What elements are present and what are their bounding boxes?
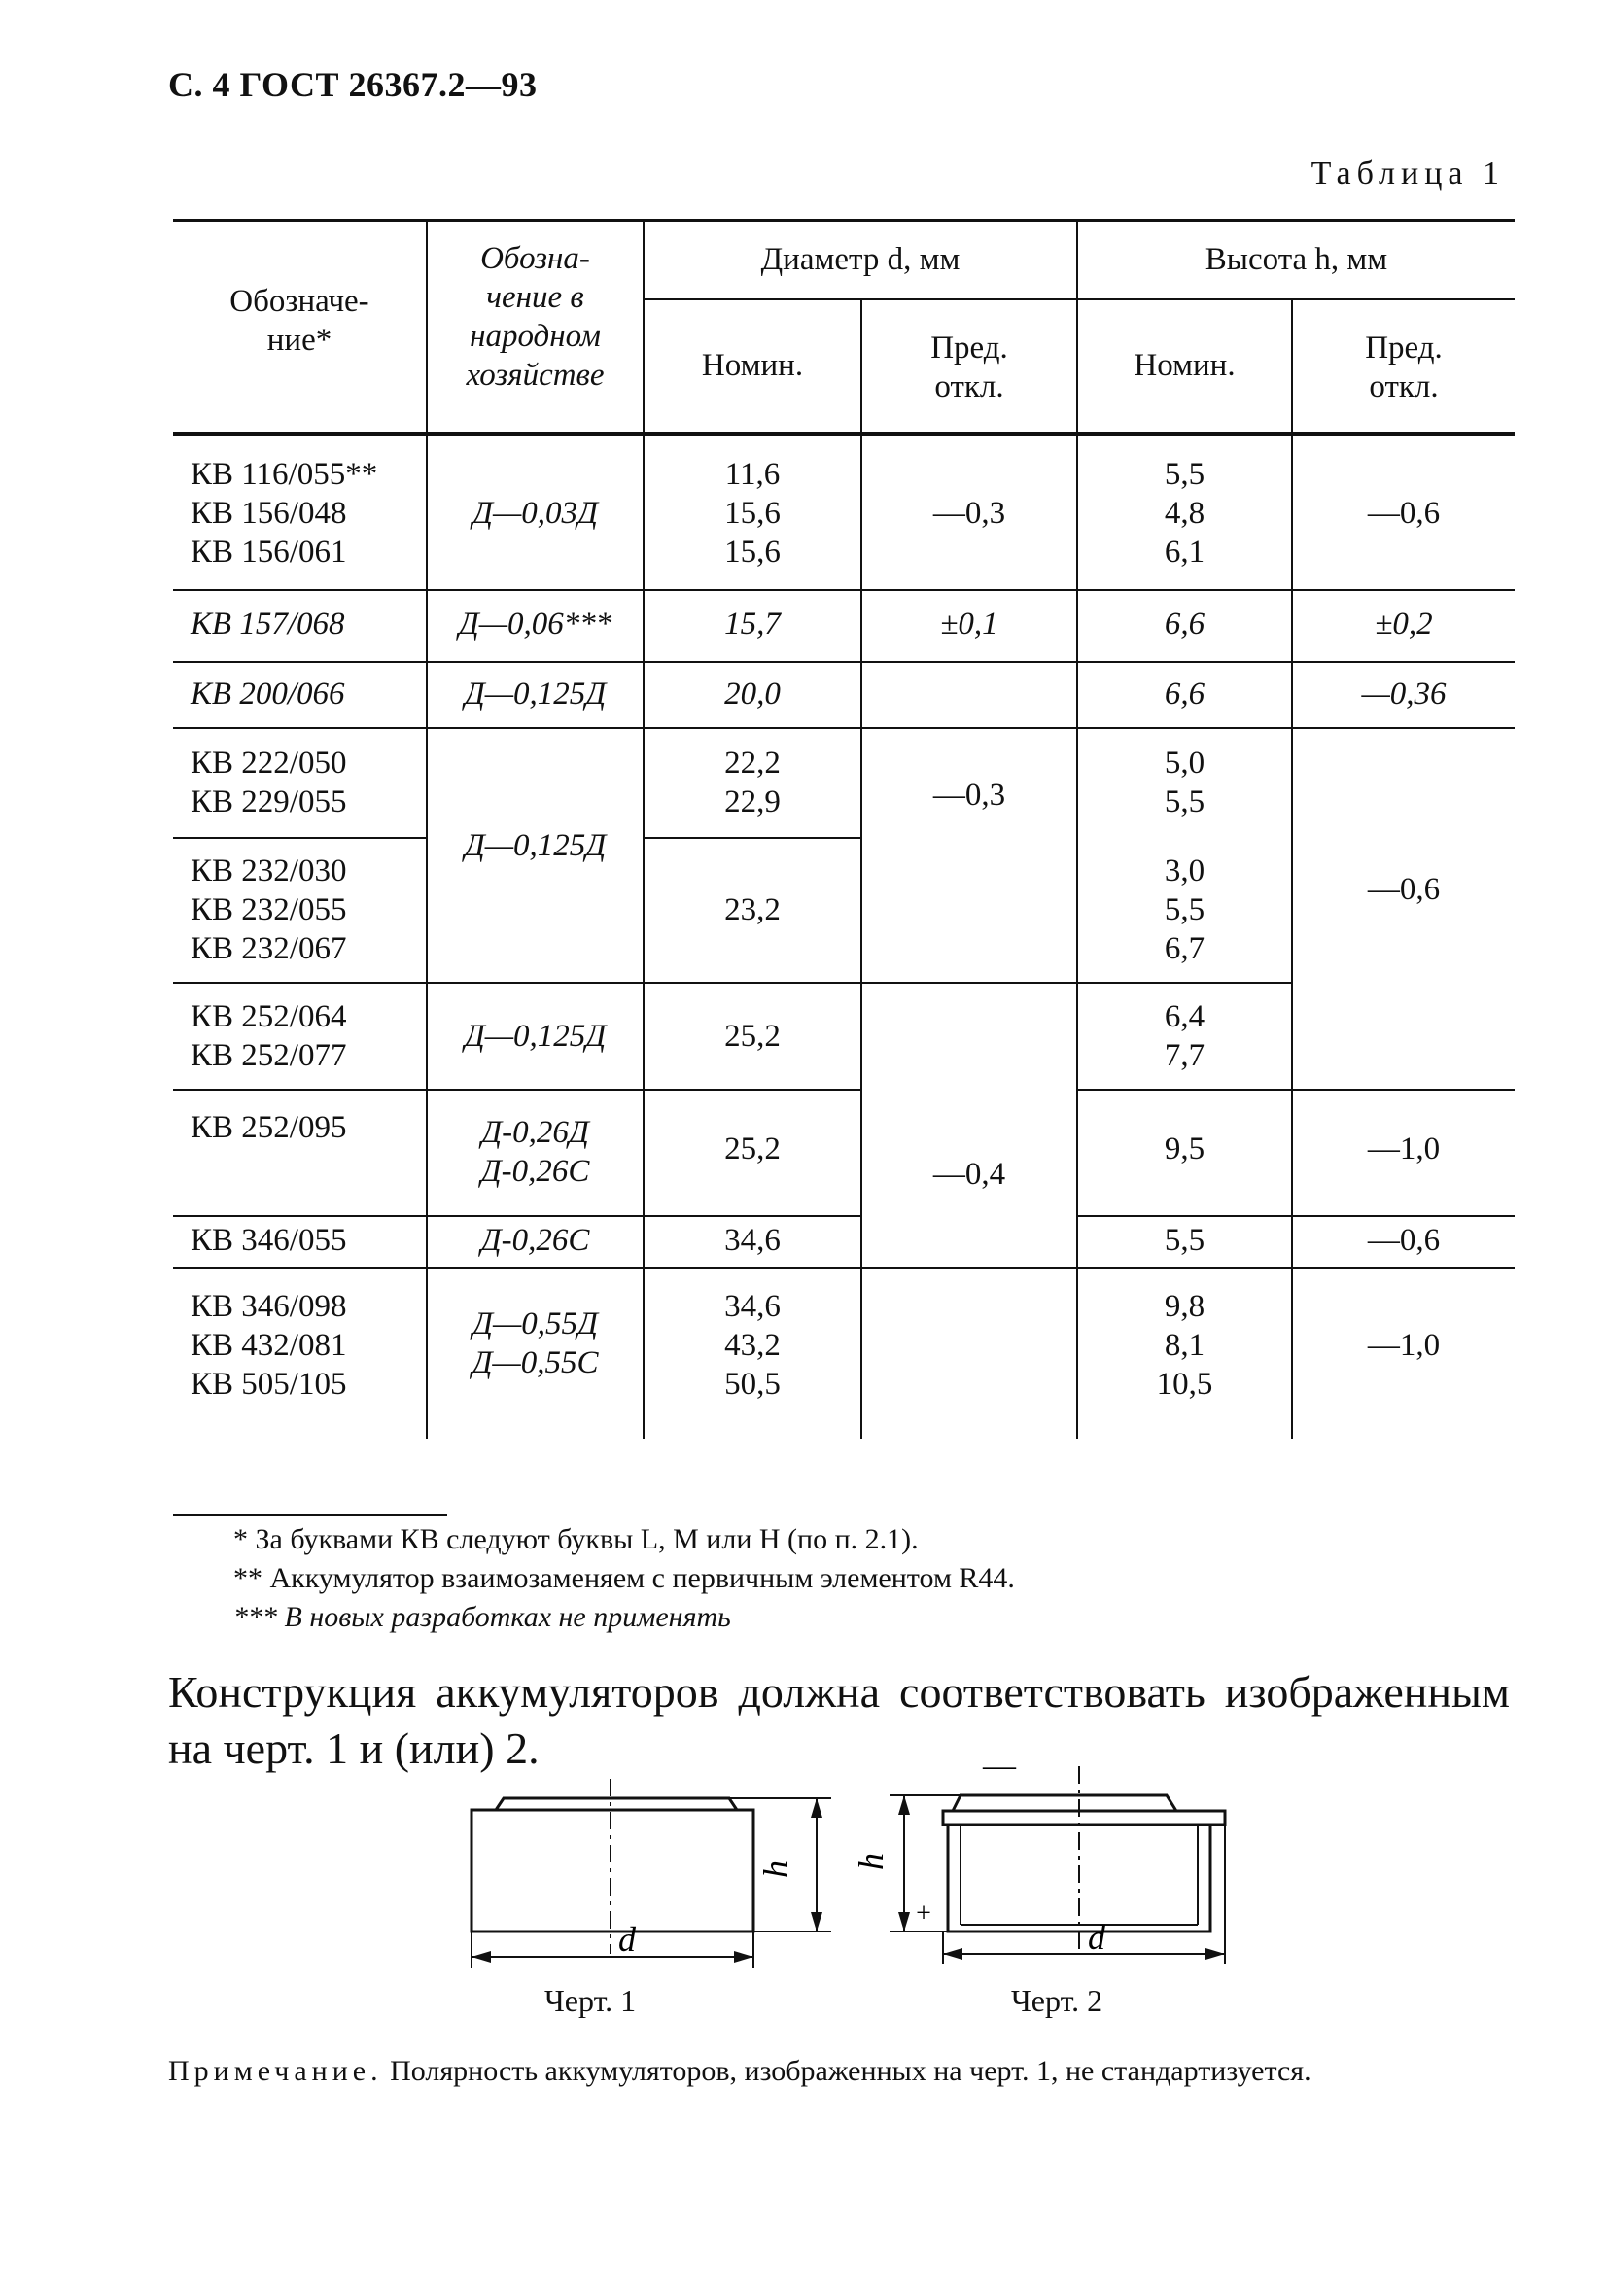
footnote-1: * За буквами КВ следуют буквы L, М или Н (по п. 2.1). (233, 1523, 919, 1555)
r1-national: Д—0,03Д (472, 496, 599, 531)
table-caption: Таблица 1 (1310, 156, 1505, 191)
r9-designation: КВ 346/098 КВ 432/081 КВ 505/105 (191, 1289, 347, 1402)
row-rule (173, 589, 1515, 591)
header-diameter: Диаметр d, мм (760, 242, 961, 277)
r6-national: Д—0,125Д (464, 1019, 607, 1054)
r1-designation: КВ 116/055** КВ 156/048 КВ 156/061 (191, 457, 378, 570)
footnote-3: *** В новых разработках не применять (233, 1601, 731, 1633)
r1-d-deviation: —0,3 (932, 496, 1006, 531)
note (168, 2051, 1510, 2092)
r6-8-d-deviation: —0,4 (932, 1157, 1006, 1192)
header-h-nominal: Номин. (1134, 348, 1236, 383)
r2-national: Д—0,06*** (458, 607, 612, 642)
r8-h-deviation: —0,6 (1367, 1223, 1441, 1258)
fig2-d-label: d (1088, 1918, 1105, 1957)
r4-designation: КВ 222/050 КВ 229/055 (191, 746, 347, 819)
r7-d-nominal: 25,2 (724, 1131, 781, 1166)
note-text: Полярность аккумуляторов, изображенных на черт. 1, не стандартизуется. (382, 2055, 1311, 2087)
drawing-fig1 (457, 1774, 846, 1968)
construction-paragraph: Конструкция аккумуляторов должна соответствовать изображенным на черт. 1 и (или) 2. (168, 1667, 1510, 1773)
r4-6-h-deviation: —0,6 (1367, 872, 1441, 907)
row-rule (173, 1267, 1515, 1269)
row-rule (173, 1215, 862, 1217)
row-rule (173, 661, 1515, 663)
drawing-fig2 (852, 1748, 1244, 1968)
r1-h-deviation: —0,6 (1367, 496, 1441, 531)
r3-h-deviation: —0,36 (1361, 677, 1447, 712)
r7-designation: КВ 252/095 (191, 1110, 347, 1145)
page-header: С. 4 ГОСТ 26367.2—93 (168, 65, 538, 104)
r5-designation: КВ 232/030 КВ 232/055 КВ 232/067 (191, 853, 347, 966)
r6-designation: КВ 252/064 КВ 252/077 (191, 999, 347, 1073)
r4-h-nominal: 5,0 5,5 (1164, 746, 1205, 819)
r9-national: Д—0,55Д Д—0,55С (472, 1306, 599, 1380)
r6-d-nominal: 25,2 (724, 1019, 781, 1054)
fig1-d-label: d (618, 1920, 636, 1959)
r3-designation: КВ 200/066 (191, 677, 345, 712)
row-rule (173, 982, 1291, 984)
table-top-rule (173, 219, 1515, 222)
fig2-h-label: h (852, 1853, 891, 1870)
fig2-plus-label: + (916, 1898, 931, 1929)
r8-h-nominal: 5,5 (1164, 1223, 1205, 1258)
r5-h-nominal: 3,0 5,5 6,7 (1164, 853, 1205, 966)
r1-h-nominal: 5,5 4,8 6,1 (1164, 457, 1205, 570)
col-rule (1291, 298, 1293, 1439)
row-rule (1078, 1089, 1515, 1091)
r7-h-nominal: 9,5 (1164, 1131, 1205, 1166)
header-h-deviation: Пред. откл. (1365, 330, 1443, 404)
r9-h-deviation: —1,0 (1367, 1328, 1441, 1363)
r5-d-nominal: 23,2 (724, 892, 781, 927)
row-rule (1078, 1215, 1515, 1217)
footnote-2: ** Аккумулятор взаимозаменяем с первичным элементом R44. (233, 1562, 1015, 1594)
row-rule (645, 837, 860, 839)
header-height: Высота h, мм (1205, 242, 1388, 277)
r7-national: Д-0,26Д Д-0,26С (480, 1115, 590, 1189)
header-d-deviation: Пред. откл. (930, 330, 1008, 404)
header-national: Обозна- чение в народном хозяйстве (466, 241, 605, 393)
r2-designation: КВ 157/068 (191, 607, 345, 642)
header-sub-rule (645, 298, 1515, 300)
r9-h-nominal: 9,8 8,1 10,5 (1156, 1289, 1213, 1402)
r2-d-nominal: 15,7 (724, 607, 781, 642)
r4-5-d-deviation: —0,3 (932, 778, 1006, 813)
header-d-nominal: Номин. (701, 348, 804, 383)
r4-5-national: Д—0,125Д (464, 828, 607, 863)
r3-h-nominal: 6,6 (1164, 677, 1205, 712)
r7-h-deviation: —1,0 (1367, 1131, 1441, 1166)
r9-d-nominal: 34,6 43,2 50,5 (724, 1289, 781, 1402)
r2-h-nominal: 6,6 (1164, 607, 1205, 642)
r1-d-nominal: 11,6 15,6 15,6 (724, 457, 781, 570)
note-label: Примечание. (168, 2055, 383, 2087)
r3-national: Д—0,125Д (464, 677, 607, 712)
fig1-h-label: h (756, 1861, 795, 1878)
header-designation: Обозначе- ние* (229, 284, 369, 358)
header-bottom-rule (173, 432, 1515, 436)
row-rule (173, 727, 1515, 729)
fig1-caption: Черт. 1 (544, 1983, 637, 2018)
r6-h-nominal: 6,4 7,7 (1164, 999, 1205, 1073)
fig2-minus-label: — (983, 1748, 1016, 1784)
r8-designation: КВ 346/055 (191, 1223, 347, 1258)
row-rule (173, 1089, 862, 1091)
r8-national: Д-0,26С (480, 1223, 590, 1258)
fig2-caption: Черт. 2 (1011, 1983, 1103, 2018)
r3-d-nominal: 20,0 (724, 677, 781, 712)
r8-d-nominal: 34,6 (724, 1223, 781, 1258)
footnote-rule (173, 1514, 447, 1516)
r2-h-deviation: ±0,2 (1375, 607, 1433, 642)
r2-d-deviation: ±0,1 (940, 607, 998, 642)
r4-d-nominal: 22,2 22,9 (724, 746, 781, 819)
col-rule (860, 298, 862, 1439)
row-rule (173, 837, 428, 839)
